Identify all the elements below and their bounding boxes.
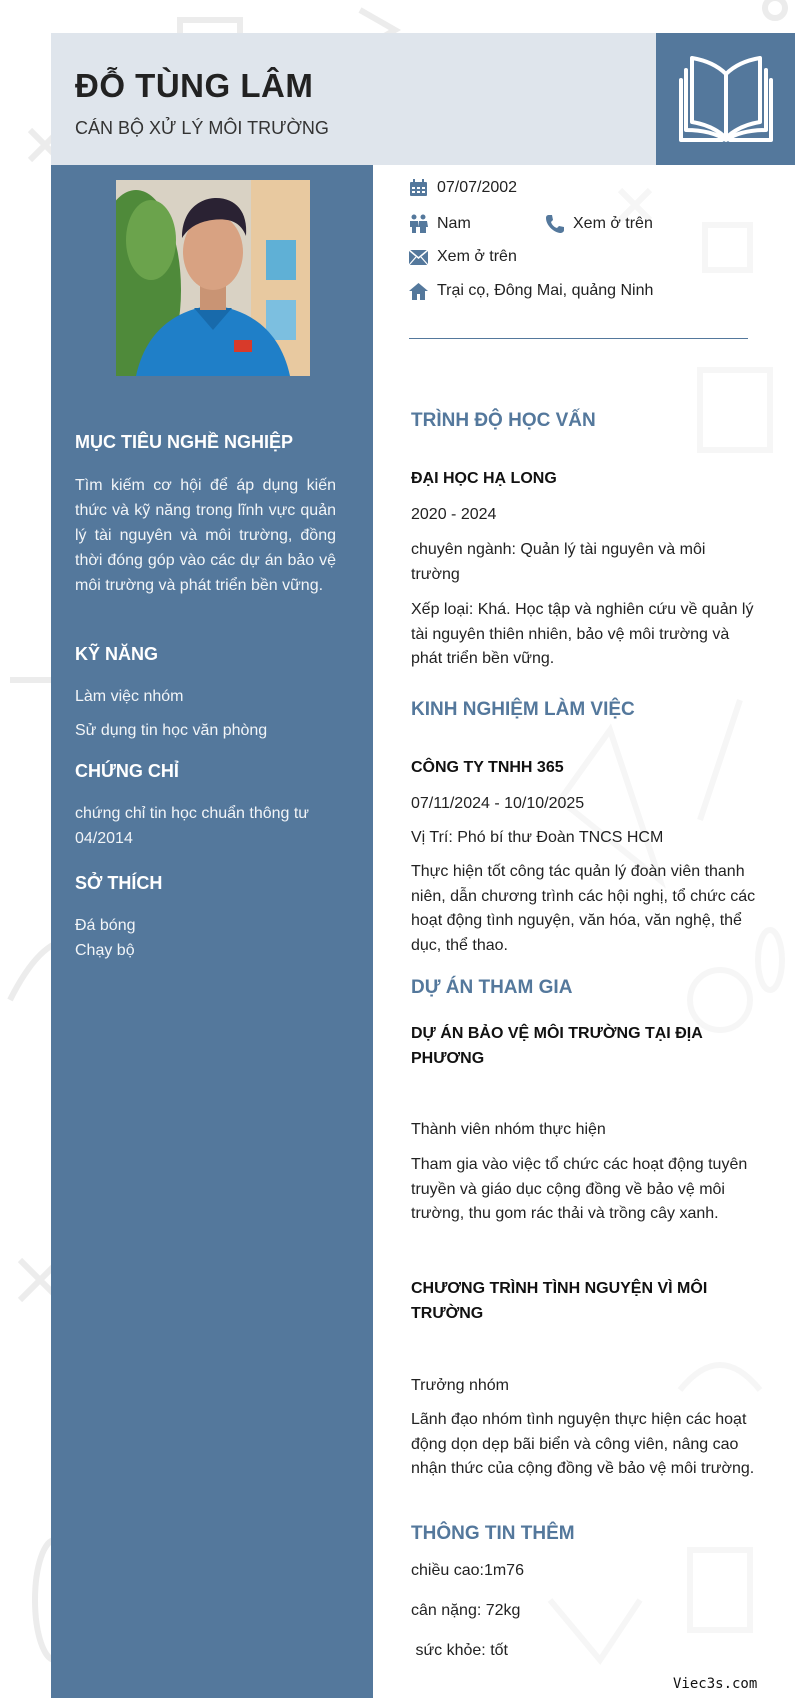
envelope-icon — [409, 250, 428, 265]
experience-title: KINH NGHIỆM LÀM VIỆC — [411, 699, 635, 720]
resume-header — [51, 33, 656, 165]
birthday-value: 07/07/2002 — [437, 179, 518, 196]
education-major: chuyên ngành: Quản lý tài nguyên và môi trường — [411, 541, 706, 583]
address-row — [409, 282, 653, 300]
hobby-item: Đá bóng — [75, 917, 136, 934]
project-role: Trưởng nhóm — [411, 1377, 509, 1394]
extra-weight: cân nặng: 72kg — [411, 1602, 521, 1619]
project-description: Lãnh đạo nhóm tình nguyện thực hiện các hoạt động dọn dẹp bãi biển và công viên, nâng cao nhận thức của cộng đồng về bảo vệ môi trường. — [411, 1411, 755, 1477]
extra-health: sức khỏe: tốt — [411, 1642, 508, 1659]
skills-title: KỸ NĂNG — [75, 644, 159, 664]
experience-description: Thực hiện tốt công tác quản lý đoàn viên thanh niên, dẫn chương trình các hội nghị, tổ chức các hoạt động tình nguyện, văn hóa, văn nghệ, thể dục, thể thao. — [411, 863, 756, 954]
extra-height: chiều cao:1m76 — [411, 1562, 524, 1579]
project-name: CHƯƠNG TRÌNH TÌNH NGUYỆN VÌ MÔI TRƯỜNG — [411, 1280, 708, 1322]
project-description: Tham gia vào việc tổ chức các hoạt động tuyên truyền và giáo dục cộng đồng về bảo vệ môi trường, thu gom rác thải và trồng cây xanh. — [411, 1156, 748, 1222]
skill-item: Làm việc nhóm — [75, 688, 184, 705]
left-sidebar — [51, 165, 373, 1698]
education-title: TRÌNH ĐỘ HỌC VẤN — [411, 410, 596, 431]
header-logo — [656, 33, 795, 165]
school-name: ĐẠI HỌC HẠ LONG — [411, 470, 557, 487]
contact-divider — [409, 338, 748, 339]
certificate-text: chứng chỉ tin học chuẩn thông tư 04/2014 — [75, 805, 310, 847]
phone-row — [545, 214, 653, 233]
gender-value: Nam — [437, 214, 471, 232]
phone-value: Xem ở trên — [573, 214, 653, 232]
education-period: 2020 - 2024 — [411, 506, 497, 523]
objective-title: MỤC TIÊU NGHỀ NGHIỆP — [75, 432, 294, 452]
birthday-row — [409, 179, 517, 197]
open-book-icon — [678, 54, 774, 144]
hobbies-title: SỞ THÍCH — [75, 873, 163, 893]
email-row — [409, 248, 517, 266]
education-description: Xếp loại: Khá. Học tập và nghiên cứu về quản lý tài nguyên thiên nhiên, bảo vệ môi trường và phát triển bền vững. — [411, 601, 754, 667]
gender-row — [409, 214, 471, 233]
resume-page — [51, 33, 795, 1698]
calendar-icon — [409, 179, 428, 197]
projects-title: DỰ ÁN THAM GIA — [411, 977, 573, 998]
hobby-item: Chạy bộ — [75, 942, 135, 959]
objective-text: Tìm kiếm cơ hội để áp dụng kiến thức và kỹ năng trong lĩnh vực quản lý tài nguyên và môi trường, đồng thời đóng góp vào các dự án bảo vệ môi trường và phát triển bền vững. — [75, 477, 336, 594]
experience-position: Vị Trí: Phó bí thư Đoàn TNCS HCM — [411, 829, 664, 846]
extra-title: THÔNG TIN THÊM — [411, 1523, 575, 1544]
home-icon — [409, 283, 428, 300]
skill-item: Sử dụng tin học văn phòng — [75, 722, 268, 739]
job-title: CÁN BỘ XỬ LÝ MÔI TRƯỜNG — [75, 118, 329, 138]
site-watermark: Viec3s.com — [673, 1676, 758, 1692]
address-value: Trại cọ, Đông Mai, quảng Ninh — [437, 282, 654, 299]
gender-icon — [409, 214, 428, 233]
profile-photo — [116, 180, 310, 376]
company-name: CÔNG TY TNHH 365 — [411, 759, 564, 776]
candidate-name: ĐỖ TÙNG LÂM — [75, 67, 314, 104]
phone-icon — [545, 214, 564, 233]
project-name: DỰ ÁN BẢO VỆ MÔI TRƯỜNG TẠI ĐỊA PHƯƠNG — [411, 1025, 703, 1067]
email-value: Xem ở trên — [437, 248, 517, 265]
project-role: Thành viên nhóm thực hiện — [411, 1121, 606, 1138]
certificates-title: CHỨNG CHỈ — [75, 761, 179, 781]
experience-period: 07/11/2024 - 10/10/2025 — [411, 795, 585, 812]
